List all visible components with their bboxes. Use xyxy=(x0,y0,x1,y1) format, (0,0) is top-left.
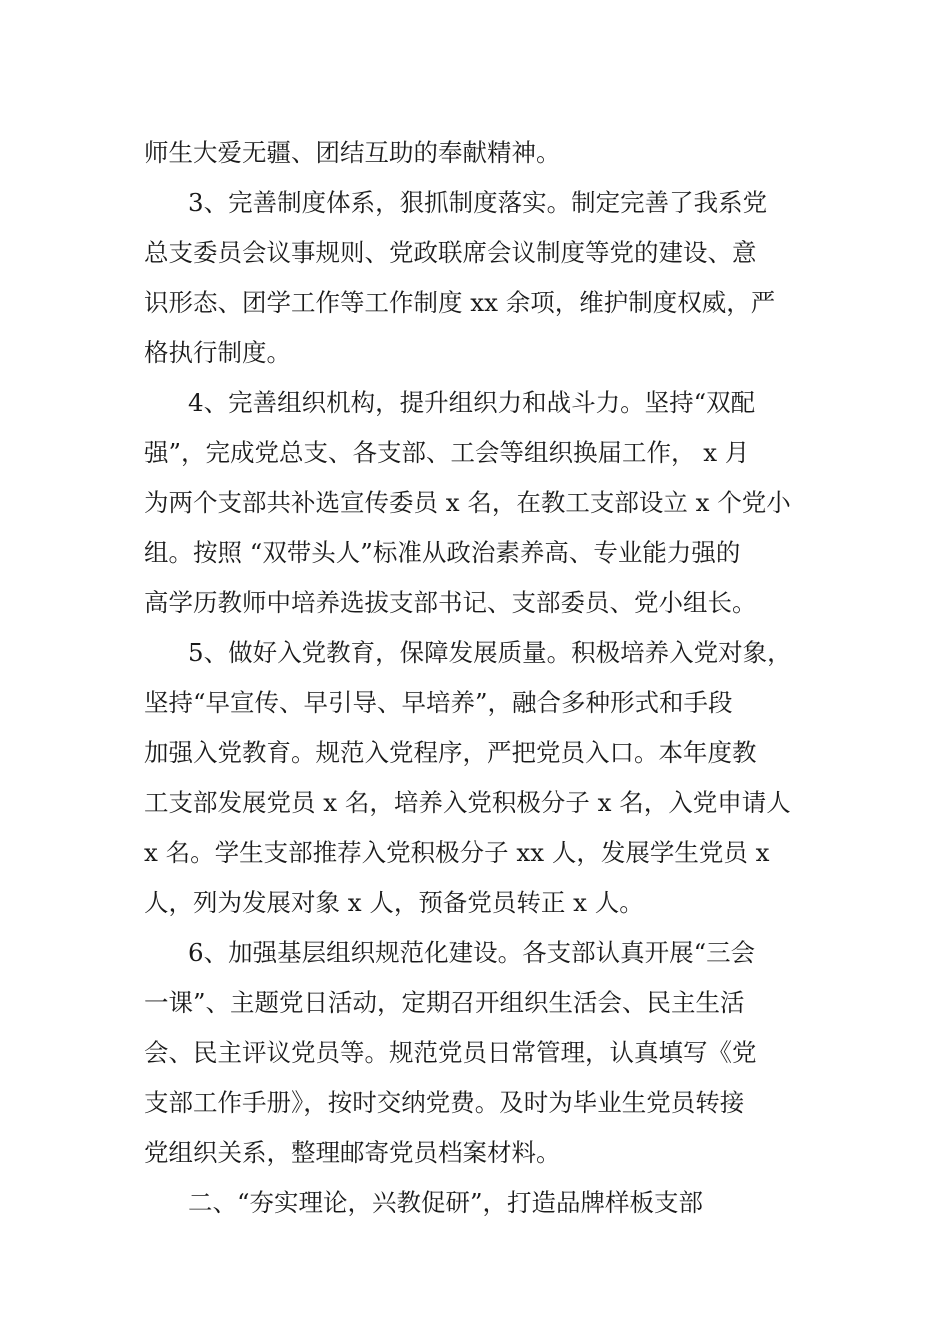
text-line: 组。按照 “双带头人”标准从政治素养高、专业能力强的 xyxy=(144,538,741,567)
text-line: 一课”、主题党日活动，定期召开组织生活会、民主生活 xyxy=(144,988,745,1017)
text-line: 工支部发展党员 x 名，培养入党积极分子 x 名，入党申请人 xyxy=(144,788,791,817)
text-line: 师生大爱无疆、团结互助的奉献精神。 xyxy=(144,138,561,167)
text-line: 总支委员会议事规则、党政联席会议制度等党的建设、意 xyxy=(144,238,757,267)
text-line: 加强入党教育。规范入党程序，严把党员入口。本年度教 xyxy=(144,738,757,767)
text-line: 党组织关系，整理邮寄党员档案材料。 xyxy=(144,1138,561,1167)
text-line: 4、完善组织机构，提升组织力和战斗力。坚持“双配 xyxy=(188,388,756,417)
section-heading: 二、“夯实理论，兴教促研”，打造品牌样板支部 xyxy=(188,1188,704,1217)
text-line: x 名。学生支部推荐入党积极分子 xx 人，发展学生党员 x xyxy=(144,838,770,867)
text-line: 人，列为发展对象 x 人，预备党员转正 x 人。 xyxy=(144,888,644,917)
text-line: 为两个支部共补选宣传委员 x 名，在教工支部设立 x 个党小 xyxy=(144,488,791,517)
text-line: 3、完善制度体系，狠抓制度落实。制定完善了我系党 xyxy=(188,188,768,217)
text-line: 格执行制度。 xyxy=(144,338,291,367)
document-body xyxy=(144,128,806,1228)
text-line: 坚持“早宣传、早引导、早培养”，融合多种形式和手段 xyxy=(144,688,733,717)
text-line: 识形态、团学工作等工作制度 xx 余项，维护制度权威，严 xyxy=(144,288,776,317)
text-line: 强”，完成党总支、各支部、工会等组织换届工作， x 月 xyxy=(144,438,750,467)
text-line: 6、加强基层组织规范化建设。各支部认真开展“三会 xyxy=(188,938,756,967)
text-line: 5、做好入党教育，保障发展质量。积极培养入党对象， xyxy=(188,638,792,667)
text-line: 会、民主评议党员等。规范党员日常管理，认真填写《党 xyxy=(144,1038,757,1067)
text-line: 高学历教师中培养选拔支部书记、支部委员、党小组长。 xyxy=(144,588,757,617)
text-line: 支部工作手册》，按时交纳党费。及时为毕业生党员转接 xyxy=(144,1088,745,1117)
